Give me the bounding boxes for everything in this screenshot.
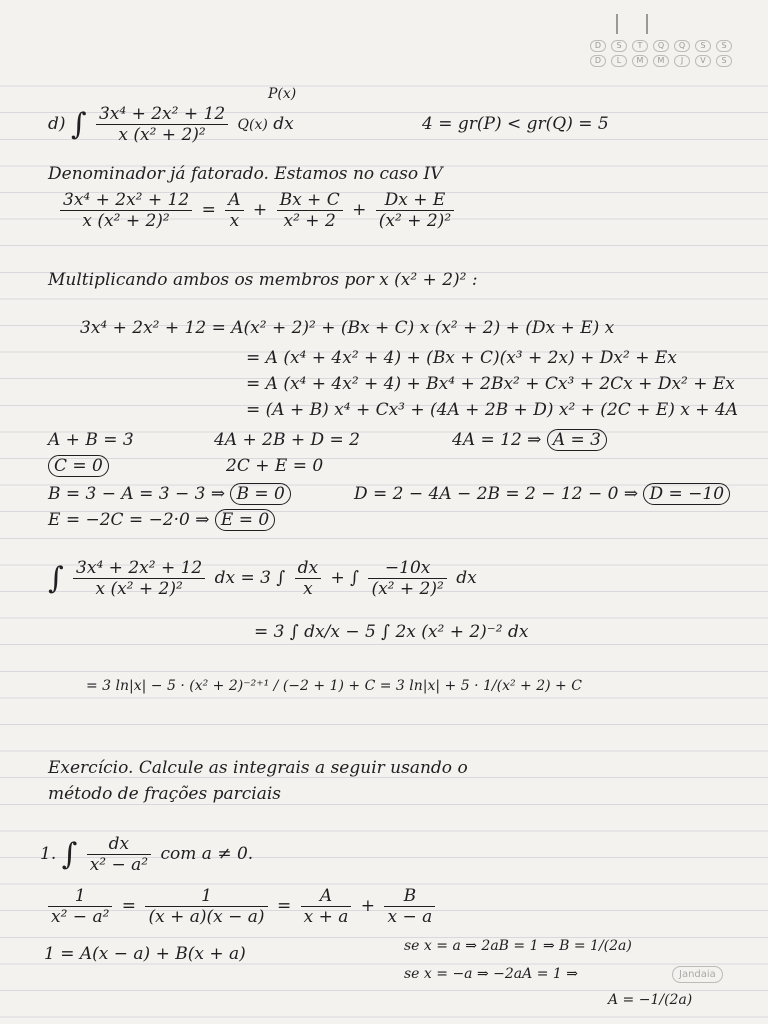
line-19: 1 = A(x − a) + B(x + a): [44, 944, 246, 964]
integrand-fraction: $\frac{\text{3x⁴ + 2x² + 12}}{\text{x (x² + 2)²}}$: [96, 104, 228, 145]
eq-c: C = 0: [48, 456, 109, 476]
line-21: A = −1/(2a): [608, 992, 693, 1008]
day-cell: M: [632, 55, 648, 67]
problem-label: d): [48, 114, 66, 134]
eq-4a-2b-d: 4A + 2B + D = 2: [214, 430, 361, 450]
day-cell: S: [695, 40, 711, 52]
day-grid: [590, 40, 740, 67]
brand-watermark: Jandaia: [672, 966, 723, 983]
partial-fraction-setup: $\frac{\text{3x⁴ + 2x² + 12}}{\text{x (x² + 2)²}}$ = $\frac{A}{x}$ + $\frac{Bx + C}{\text{x² + 2}}$ + $\frac{Dx + E}{\text{(x² + 2)²}}$: [56, 190, 458, 231]
integral-icon: ∫: [61, 837, 78, 872]
eq-b: B = 3 − A = 3 − 3 ⇒ B = 0: [48, 484, 291, 504]
line-1: Denominador já fatorado. Estamos no caso IV: [48, 164, 443, 184]
problem-d-integral: d) ∫ $\frac{\text{3x⁴ + 2x² + 12}}{\text{x (x² + 2)²}}$ Q(x) dx: [48, 104, 294, 145]
eq-a-plus-b: A + B = 3: [48, 430, 134, 450]
day-cell: S: [716, 55, 732, 67]
day-cell: Q: [653, 40, 669, 52]
day-cell: V: [695, 55, 711, 67]
line-3: Multiplicando ambos os membros por x (x² + 2)² :: [48, 270, 478, 290]
line-7: = (A + B) x⁴ + Cx³ + (4A + 2B + D) x² + (2C + E) x + 4A: [246, 400, 738, 420]
line-20: se x = −a ⇒ −2aA = 1 ⇒: [404, 966, 578, 982]
eq-d: D = 2 − 4A − 2B = 2 − 12 − 0 ⇒ D = −10: [354, 484, 730, 504]
day-cell: Q: [674, 40, 690, 52]
eq-4a: 4A = 12 ⇒ A = 3: [452, 430, 607, 450]
exercise-1: 1. ∫ $\frac{dx}{\text{x² − a²}}$ com a ≠ 0.: [40, 834, 254, 875]
eq-2c-e: 2C + E = 0: [226, 456, 324, 476]
line-13: = 3 ∫ dx/x − 5 ∫ 2x (x² + 2)⁻² dx: [254, 622, 529, 642]
exercise-heading: Exercício. Calcule as integrais a seguir usando o: [48, 758, 468, 778]
exercise-heading-2: método de frações parciais: [48, 784, 282, 804]
eq-e: E = −2C = −2·0 ⇒ E = 0: [48, 510, 275, 530]
day-cell: D: [590, 40, 606, 52]
day-cell: S: [716, 40, 732, 52]
line-14: = 3 ln|x| − 5 · (x² + 2)⁻²⁺¹ / (−2 + 1) + C = 3 ln|x| + 5 · 1/(x² + 2) + C: [86, 678, 582, 694]
exercise-1-decomposition: $\frac{1}{\text{x² − a²}}$ = $\frac{1}{(x + a)(x - a)}$ = $\frac{A}{x + a}$ + $\frac{B}{x - a}$: [44, 886, 439, 927]
integral-split: ∫ $\frac{\text{3x⁴ + 2x² + 12}}{\text{x (x² + 2)²}}$ dx = 3 ∫ $\frac{dx}{x}$ + ∫ $\frac{-10x}{\text{(x² + 2)²}}$ dx: [48, 558, 477, 599]
degree-note: 4 = gr(P) < gr(Q) = 5: [422, 114, 609, 134]
day-cell: L: [611, 55, 627, 67]
line-6: = A (x⁴ + 4x² + 4) + Bx⁴ + 2Bx² + Cx³ + 2Cx + Dx² + Ex: [246, 374, 735, 394]
line-19b: se x = a ⇒ 2aB = 1 ⇒ B = 1/(2a): [404, 938, 632, 954]
day-cell: S: [611, 40, 627, 52]
integral-icon: ∫: [70, 107, 87, 142]
day-cell: J: [674, 55, 690, 67]
integral-icon: ∫: [48, 561, 64, 596]
line-4: 3x⁴ + 2x² + 12 = A(x² + 2)² + (Bx + C) x (x² + 2) + (Dx + E) x: [80, 318, 615, 338]
day-cell: T: [632, 40, 648, 52]
header-mark: [616, 14, 618, 34]
day-cell: D: [590, 55, 606, 67]
px-label: P(x): [268, 86, 297, 102]
header-mark: [646, 14, 648, 34]
day-cell: M: [653, 55, 669, 67]
line-5: = A (x⁴ + 4x² + 4) + (Bx + C)(x³ + 2x) + Dx² + Ex: [246, 348, 677, 368]
